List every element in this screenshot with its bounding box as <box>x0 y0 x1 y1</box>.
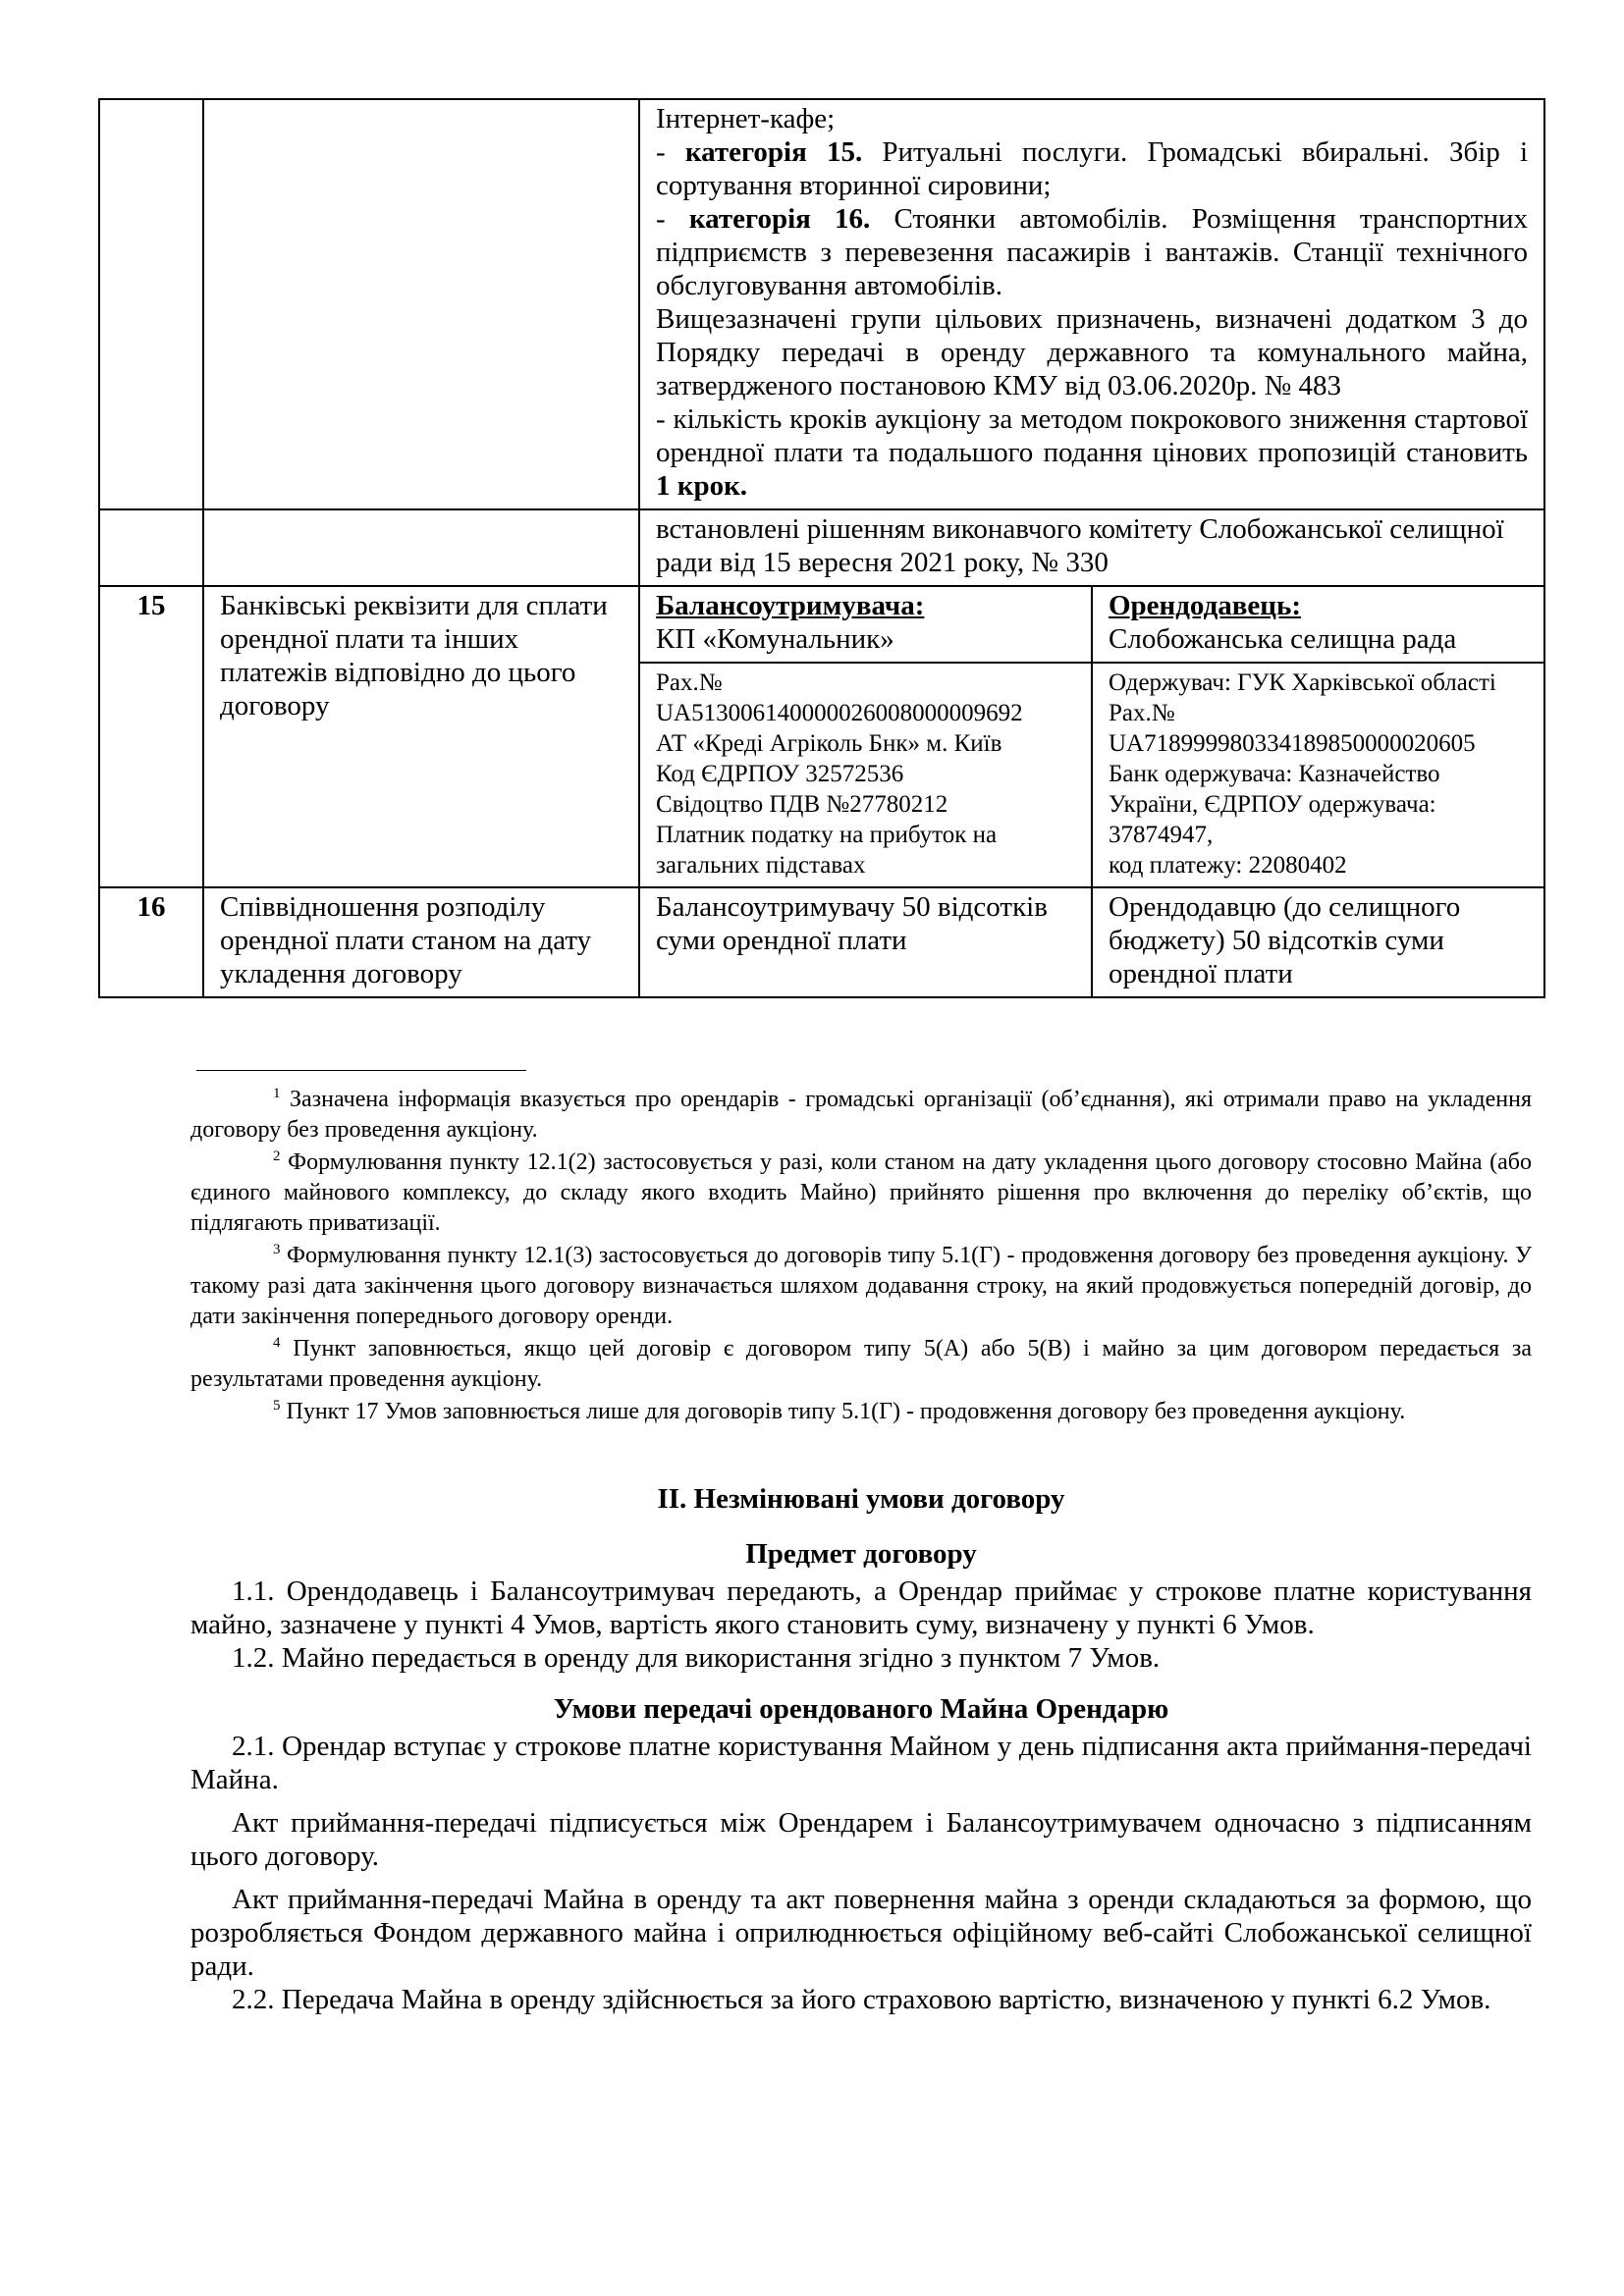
label-cell-empty <box>203 509 639 586</box>
detail-line: Одержувач: ГУК Харківської області <box>1109 669 1496 696</box>
detail-line: код платежу: 22080402 <box>1109 852 1347 879</box>
lessor-heading: Орендодавець: <box>1109 590 1302 621</box>
balance-holder-name: КП «Комунальник» <box>656 623 894 655</box>
lessor-name: Слобожанська селищна рада <box>1109 623 1457 655</box>
detail-line: Рах.№ <box>1109 700 1175 726</box>
lessor-header-cell <box>1092 586 1544 663</box>
table-row-established <box>99 509 1544 586</box>
footnote-divider <box>196 1070 526 1071</box>
clause-2-1: 2.1. Орендар вступає у строкове платне користування Майном у день підписання акта приймання-передачі Майна. <box>190 1731 1532 1795</box>
detail-line: Банк одержувача: Казначейство України, ЄДРПОУ одержувача: 37874947, <box>1109 761 1440 848</box>
footnote: $^3$ Формулювання пункту 12.1(3) застосовується до договорів типу 5.1(Г) - продовження договору без проведення аукціону. У такому разі дата закінчення цього договору визначається шляхом додавання строку, на який продовжується попередній договір, до дати закінчення попереднього договору оренди. <box>190 1242 1533 1329</box>
subject-heading: Предмет договору <box>745 1538 977 1570</box>
row-label: Банківські реквізити для сплати орендної плати та інших платежів відповідно до цього договору <box>203 586 639 887</box>
detail-line: Рах.№ <box>656 669 723 696</box>
auction-steps-line: - кількість кроків аукціону за методом покрокового зниження стартової орендної плати та подальшого подання цінових пропозицій становить 1 крок. <box>656 403 1529 502</box>
terms-table <box>98 98 1545 998</box>
detail-line: Код ЄДРПОУ 32572536 <box>656 761 904 787</box>
balance-holder-header-cell <box>639 586 1092 663</box>
contract-section <box>190 1482 1532 2016</box>
detail-line: АТ «Креді Агріколь Бнк» м. Київ <box>656 730 1002 757</box>
transfer-heading: Умови передачі орендованого Майна Орендарю <box>553 1693 1169 1725</box>
detail-line: UA718999980334189850000020605 <box>1109 730 1476 757</box>
balance-holder-heading: Балансоутримувача: <box>656 590 925 621</box>
clause-1-1: 1.1. Орендодавець і Балансоутримувач передають, а Орендар приймає у строкове платне користування майно, зазначене у пункті 4 Умов, вартість якого становить суму, визначену у пункті 6 Умов. <box>190 1575 1532 1640</box>
category-16-line: - категорія 16. Стоянки автомобілів. Розміщення транспортних підприємств з перевезення пасажирів і вантажів. Станції технічного обслуговування автомобілів. <box>656 203 1529 301</box>
num-cell-empty <box>99 99 203 509</box>
table-row-15 <box>99 586 1544 663</box>
balance-holder-bank-details <box>639 663 1092 887</box>
detail-line: Платник податку на прибуток на загальних підставах <box>656 822 998 879</box>
established-cell: встановлені рішенням виконавчого комітету Слобожанської селищної ради від 15 вересня 2021 року, № 330 <box>639 509 1544 586</box>
category-line: Інтернет-кафе; <box>656 103 836 134</box>
purpose-groups-note: Вищезазначені групи цільових призначень, визначені додатком 3 до Порядку передачі в оренду державного та комунального майна, затвердженого постановою КМУ від 03.06.2020р. № 483 <box>656 303 1529 401</box>
footnote: $^2$ Формулювання пункту 12.1(2) застосовується у разі, коли станом на дату укладення цього договору стосовно Майна (або єдиного майнового комплексу, до складу якого входить Майно) прийнято рішення про включення до переліку об’єктів, що підлягають приватизації. <box>190 1148 1533 1236</box>
lessor-share: Орендодавцю (до селищного бюджету) 50 відсотків суми орендної плати <box>1092 887 1544 997</box>
clause-2-1-form: Акт приймання-передачі Майна в оренду та акт повернення майна з оренди складаються за формою, що розробляється Фондом державного майна і оприлюднюється офіційному веб-сайті Слобожанської селищної ради. <box>190 1884 1532 1982</box>
clause-1-2: 1.2. Майно передається в оренду для використання згідно з пунктом 7 Умов. <box>232 1642 1161 1674</box>
clause-2-2: 2.2. Передача Майна в оренду здійснюється за його страховою вартістю, визначеною у пункті 6.2 Умов. <box>232 1984 1491 2015</box>
auction-steps-value: 1 крок. <box>656 470 748 502</box>
detail-line: UA513006140000026008000009692 <box>656 700 1023 726</box>
table-row-16 <box>99 887 1544 997</box>
section-title: ІІ. Незмінювані умови договору <box>657 1483 1065 1515</box>
footnote: $^5$ Пункт 17 Умов заповнюється лише для договорів типу 5.1(Г) - продовження договору без проведення аукціону. <box>273 1398 1406 1424</box>
categories-cell <box>639 99 1544 509</box>
num-cell-empty <box>99 509 203 586</box>
category-15-label: категорія 15. <box>684 136 863 168</box>
row-label: Співвідношення розподілу орендної плати станом на дату укладення договору <box>203 887 639 997</box>
footnotes <box>190 1085 1532 1429</box>
category-15-line: - категорія 15. Ритуальні послуги. Громадські вбиральні. Збір і сортування вторинної сировини; <box>656 136 1529 201</box>
detail-line: Свідоцтво ПДВ №27780212 <box>656 791 948 818</box>
category-16-label: категорія 16. <box>688 203 871 235</box>
lessor-bank-details <box>1092 663 1544 887</box>
balance-holder-share: Балансоутримувачу 50 відсотків суми орендної плати <box>639 887 1092 997</box>
label-cell-empty <box>203 99 639 509</box>
row-number: 15 <box>99 586 203 887</box>
row-number: 16 <box>99 887 203 997</box>
clause-2-1-act: Акт приймання-передачі підписується між Орендарем і Балансоутримувачем одночасно з підписанням цього договору. <box>190 1807 1532 1872</box>
footnote: $^4$ Пункт заповнюється, якщо цей договір є договором типу 5(А) або 5(В) і майно за цим договором передається за результатами проведення аукціону. <box>190 1335 1533 1392</box>
table-row-continuation <box>99 99 1544 509</box>
footnote: $^1$ Зазначена інформація вказується про орендарів - громадські організації (об’єднання), які отримали право на укладення договору без проведення аукціону. <box>190 1086 1533 1143</box>
